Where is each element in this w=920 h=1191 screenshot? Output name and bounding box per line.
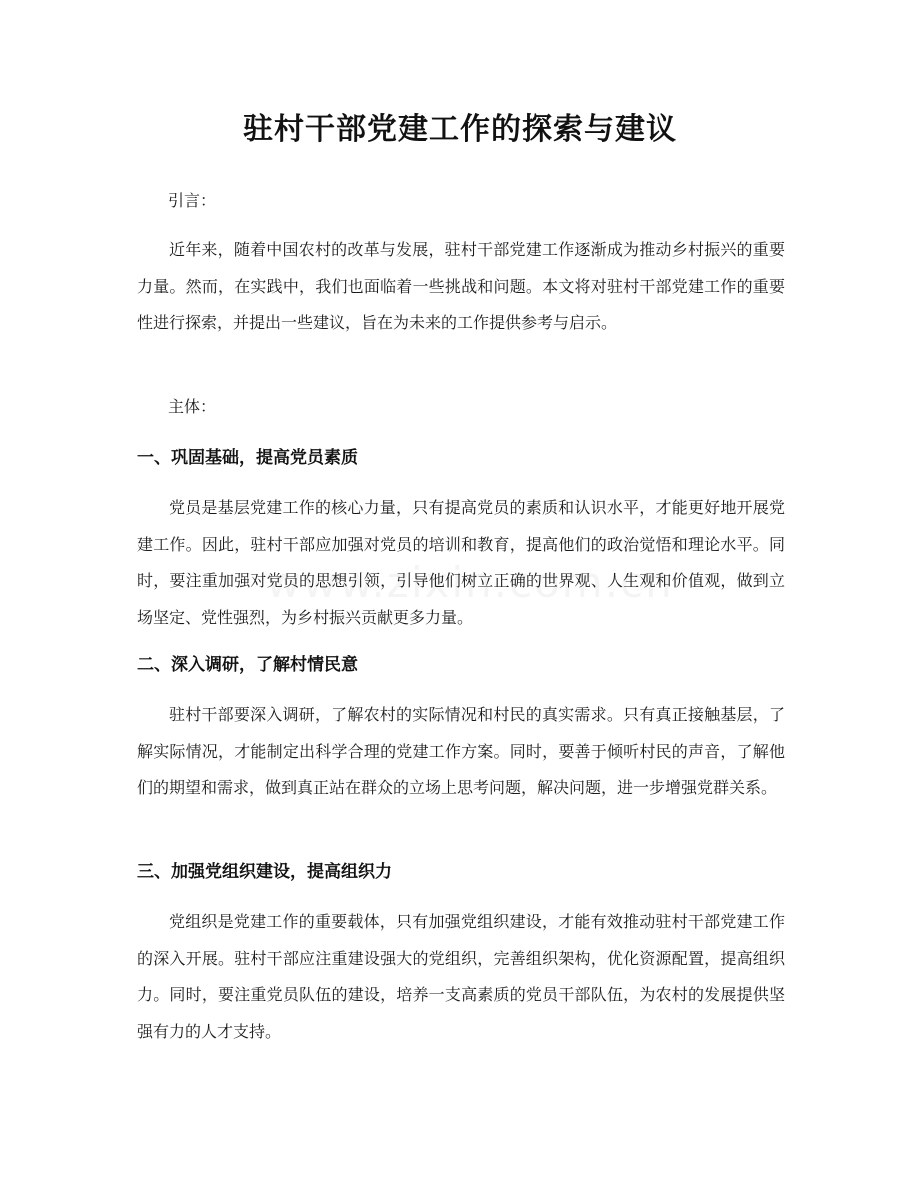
section-heading-1: 一、巩固基础，提高党员素质 [137, 448, 358, 468]
document-title: 驻村干部党建工作的探索与建议 [243, 112, 677, 147]
section-paragraph-3: 党组织是党建工作的重要载体，只有加强党组织建设，才能有效推动驻村干部党建工作的深入开展。驻村干部应注重建设强大的党组织，完善组织架构，优化资源配置，提高组织力。同时，要注重党员队伍的建设，培养一支高素质的党员干部队伍，为农村的发展提供坚强有力的人才支持。 [137, 912, 785, 1041]
intro-label: 引言： [168, 191, 217, 210]
intro-paragraph: 近年来，随着中国农村的改革与发展，驻村干部党建工作逐渐成为推动乡村振兴的重要力量。然而，在实践中，我们也面临着一些挑战和问题。本文将对驻村干部党建工作的重要性进行探索，并提出一些建议，旨在为未来的工作提供参考与启示。 [137, 240, 785, 332]
section-paragraph-2: 驻村干部要深入调研，了解农村的实际情况和村民的真实需求。只有真正接触基层，了解实际情况，才能制定出科学合理的党建工作方案。同时，要善于倾听村民的声音，了解他们的期望和需求，做到真正站在群众的立场上思考问题，解决问题，进一步增强党群关系。 [137, 705, 785, 797]
section-heading-3: 三、加强党组织建设，提高组织力 [137, 862, 392, 882]
section-heading-2: 二、深入调研，了解村情民意 [137, 655, 358, 675]
body-label: 主体： [168, 397, 217, 416]
section-paragraph-1: 党员是基层党建工作的核心力量，只有提高党员的素质和认识水平，才能更好地开展党建工作。因此，驻村干部应加强对党员的培训和教育，提高他们的政治觉悟和理论水平。同时，要注重加强对党员的思想引领，引导他们树立正确的世界观、人生观和价值观，做到立场坚定、党性强烈，为乡村振兴贡献更多力量。 [137, 498, 785, 627]
